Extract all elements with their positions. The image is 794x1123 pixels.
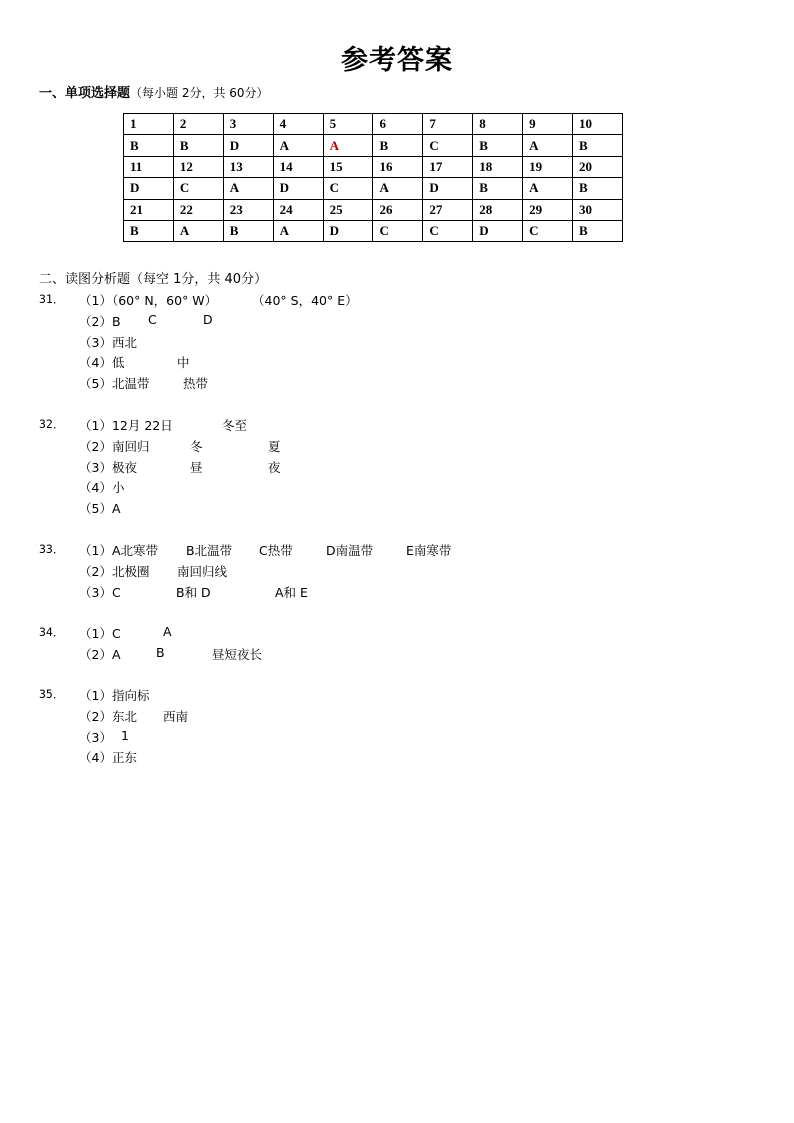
answer-text: 昼短夜长 xyxy=(212,646,263,662)
answer-cell: B xyxy=(473,135,523,156)
answer-cell: B xyxy=(573,135,623,156)
question-number-cell: 7 xyxy=(423,114,473,135)
answer-text: （1）（60° N，60° W） xyxy=(79,293,218,308)
answer-text: （2）南回归 xyxy=(79,438,150,454)
answer-text: （40° S，40° E） xyxy=(252,293,358,308)
question-number: 35． xyxy=(39,687,65,701)
answer-text: 夜 xyxy=(268,459,281,475)
question-number-cell: 6 xyxy=(373,114,423,135)
answer-text: D xyxy=(203,311,213,327)
answer-cell: B xyxy=(473,178,523,199)
answer-text: B北温带 xyxy=(186,543,233,558)
question-number: 34． xyxy=(39,625,65,639)
question-number-cell: 23 xyxy=(223,199,273,220)
question-number-cell: 21 xyxy=(124,199,174,220)
answer-cell: D xyxy=(473,220,523,241)
answer-text: 热带 xyxy=(183,376,209,392)
answer-text: （1）12月 22日 xyxy=(79,418,173,433)
answer-text: （2）A xyxy=(79,646,121,662)
answer-text: D南温带 xyxy=(326,543,374,558)
question-number-cell: 29 xyxy=(523,199,573,220)
question-number-cell: 2 xyxy=(173,114,223,135)
answer-text: （2）北极圈 xyxy=(79,563,150,579)
answer-cell: A xyxy=(173,220,223,241)
answer-text: E南寒带 xyxy=(406,543,452,558)
answer-cell: B xyxy=(223,220,273,241)
answer-text: （4）小 xyxy=(79,480,125,496)
question-number-cell: 1 xyxy=(124,114,174,135)
question-number-cell: 15 xyxy=(323,156,373,177)
section1-heading xyxy=(39,82,269,101)
question-number-cell: 24 xyxy=(273,199,323,220)
answer-text: （3） xyxy=(79,729,112,745)
answer-table xyxy=(123,113,623,242)
answer-row xyxy=(124,135,623,156)
question-number-cell: 13 xyxy=(223,156,273,177)
question-number: 32． xyxy=(39,417,65,431)
answer-text: 1 xyxy=(121,727,129,743)
answer-text: 冬 xyxy=(190,438,203,454)
question-number-cell: 14 xyxy=(273,156,323,177)
answer-cell: D xyxy=(323,220,373,241)
section2-heading: 二、读图分析题（每空 1分，共 40分） xyxy=(39,272,268,287)
question-number-cell: 20 xyxy=(573,156,623,177)
question-number-row xyxy=(124,156,623,177)
answer-cell: A xyxy=(273,135,323,156)
answer-text: （1）指向标 xyxy=(79,688,150,703)
answer-text: （1）A北寒带 xyxy=(79,543,159,558)
answer-cell: C xyxy=(523,220,573,241)
question-number-cell: 22 xyxy=(173,199,223,220)
answer-text: （1）C xyxy=(79,626,121,641)
answer-cell: D xyxy=(223,135,273,156)
section1-title: 一、单项选择题 xyxy=(39,86,131,101)
answer-text: （4）低 xyxy=(79,355,125,371)
answer-text: （5）A xyxy=(79,501,121,517)
question-number-cell: 12 xyxy=(173,156,223,177)
question-number-cell: 28 xyxy=(473,199,523,220)
answer-text: （3）西北 xyxy=(79,334,137,350)
answer-text: A xyxy=(163,624,172,639)
answer-text: C热带 xyxy=(259,543,293,558)
answer-cell: A xyxy=(373,178,423,199)
question-number-cell: 27 xyxy=(423,199,473,220)
question-number-cell: 10 xyxy=(573,114,623,135)
answer-cell: B xyxy=(373,135,423,156)
question-number-cell: 9 xyxy=(523,114,573,135)
answer-text: （2）东北 xyxy=(79,708,137,724)
answer-text: 昼 xyxy=(190,459,203,475)
answer-cell: D xyxy=(273,178,323,199)
answer-text: 冬至 xyxy=(222,418,248,433)
answer-cell: C xyxy=(423,220,473,241)
section1-note: （每小题 2分，共 60分） xyxy=(130,86,269,100)
question-number-cell: 4 xyxy=(273,114,323,135)
page-title: 参考答案 xyxy=(341,45,453,76)
answer-text: （3）极夜 xyxy=(79,459,137,475)
answer-cell: C xyxy=(323,178,373,199)
question-number-cell: 3 xyxy=(223,114,273,135)
answer-cell: A xyxy=(223,178,273,199)
answer-text: A和 E xyxy=(275,584,308,600)
answer-cell: C xyxy=(373,220,423,241)
question-number-cell: 30 xyxy=(573,199,623,220)
answer-cell: A xyxy=(523,135,573,156)
answer-cell: D xyxy=(124,178,174,199)
question-number: 31． xyxy=(39,292,65,306)
answer-text: （5）北温带 xyxy=(79,376,150,392)
answer-text: 夏 xyxy=(268,438,281,454)
answer-cell: B xyxy=(124,220,174,241)
answer-cell: D xyxy=(423,178,473,199)
question-number-row xyxy=(124,114,623,135)
question-number-row xyxy=(124,199,623,220)
question-number: 33． xyxy=(39,542,65,556)
answer-text: B xyxy=(156,644,165,660)
answer-text: 中 xyxy=(177,355,190,371)
answer-cell: B xyxy=(573,220,623,241)
answer-cell: B xyxy=(573,178,623,199)
question-number-cell: 18 xyxy=(473,156,523,177)
question-number-cell: 16 xyxy=(373,156,423,177)
answer-row xyxy=(124,220,623,241)
answer-text: （4）正东 xyxy=(79,750,137,766)
question-number-cell: 26 xyxy=(373,199,423,220)
answer-text: （2）B xyxy=(79,313,121,329)
answer-text: 西南 xyxy=(163,708,189,724)
answer-cell: B xyxy=(124,135,174,156)
question-number-cell: 17 xyxy=(423,156,473,177)
answer-cell: C xyxy=(173,178,223,199)
answer-cell: A xyxy=(523,178,573,199)
question-number-cell: 5 xyxy=(323,114,373,135)
answer-text: B和 D xyxy=(176,584,211,600)
answer-text: 南回归线 xyxy=(177,563,228,579)
question-number-cell: 8 xyxy=(473,114,523,135)
answer-text: C xyxy=(148,311,157,327)
answer-cell: B xyxy=(173,135,223,156)
answer-cell: A xyxy=(273,220,323,241)
question-number-cell: 19 xyxy=(523,156,573,177)
answer-row xyxy=(124,178,623,199)
question-number-cell: 25 xyxy=(323,199,373,220)
answer-cell: C xyxy=(423,135,473,156)
answer-text: （3）C xyxy=(79,584,121,600)
answer-cell: A xyxy=(323,135,373,156)
question-number-cell: 11 xyxy=(124,156,174,177)
